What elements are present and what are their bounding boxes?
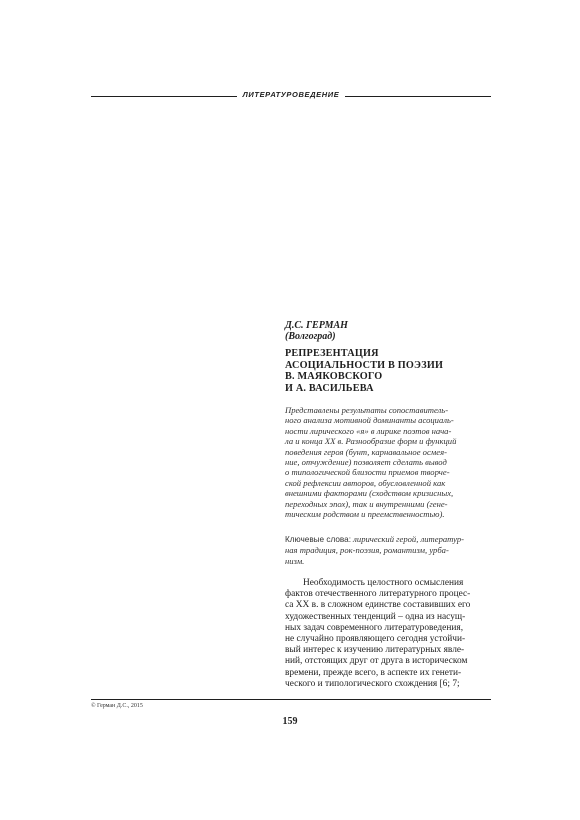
body-line: не случайно проявляющего сегодня устойчи-	[285, 634, 466, 645]
copyright-footnote: © Герман Д.С., 2015	[91, 703, 143, 709]
abstract-line: внешними факторами (сходством кризисных,	[285, 488, 454, 499]
abstract	[285, 405, 491, 519]
keywords	[285, 534, 491, 566]
body-line: фактов отечественного литературного процес-	[285, 589, 471, 600]
abstract-line: поведения героя (бунт, карнавальное осмея-	[285, 446, 447, 457]
footnote-rule	[91, 699, 491, 700]
body-line: вый интерес к изучению литературных явле-	[285, 645, 465, 656]
abstract-line: ла и конца XX в. Разнообразие форм и функций	[285, 436, 457, 447]
keywords-label: Ключевые слова:	[285, 535, 351, 544]
body-text	[285, 578, 491, 690]
body-line: ных задач современного литературоведения,	[285, 622, 464, 633]
keywords-line	[285, 534, 491, 545]
title-line: РЕПРЕЗЕНТАЦИЯ	[285, 348, 379, 359]
abstract-line: о типологической близости приемов творче-	[285, 467, 450, 478]
body-line: времени, прежде всего, в аспекте их генети-	[285, 667, 462, 678]
section-label: ЛИТЕРАТУРОВЕДЕНИЕ	[242, 90, 340, 99]
body-line: Необходимость целостного осмысления	[303, 578, 464, 588]
header-rule-left	[91, 96, 237, 97]
title-line: И А. ВАСИЛЬЕВА	[285, 382, 374, 394]
abstract-line: тическим родством и преемственностью).	[285, 509, 445, 520]
title-line: В. МАЯКОВСКОГО	[285, 371, 383, 382]
keywords-text: лирический герой, литератур-	[351, 534, 465, 544]
author-city: (Волгоград)	[285, 331, 336, 342]
keywords-line: ная традиция, рок-поэзия, романтизм, урба-	[285, 545, 449, 556]
abstract-line: ние, отчуждение) позволяет сделать вывод	[285, 457, 447, 468]
author-name: Д.С. ГЕРМАН	[285, 320, 348, 331]
title-line: АСОЦИАЛЬНОСТИ В ПОЭЗИИ	[285, 359, 444, 371]
author-block	[285, 320, 491, 342]
abstract-line: Представлены результаты сопоставитель-	[285, 405, 449, 415]
body-line: ний, отстоящих друг от друга в историческом	[285, 656, 468, 667]
abstract-line: ности лирического «я» в лирике поэтов нача-	[285, 425, 452, 436]
page-number: 159	[282, 716, 298, 727]
body-line: са XX в. в сложном единстве составивших его	[285, 600, 471, 611]
abstract-line: ного анализа мотивной доминанты асоциаль-	[285, 415, 454, 426]
keywords-line: низм.	[285, 555, 305, 566]
body-line: художественных тенденций – одна из насущ-	[285, 611, 466, 622]
article-title	[285, 348, 491, 394]
header-rule-right	[345, 96, 491, 97]
abstract-line: ской рефлексии авторов, обусловленной как	[285, 477, 446, 488]
body-line: ческого и типологического схождения [6; 7;	[285, 678, 460, 689]
abstract-line: переходных эпох), так и внутренними (гене-	[285, 498, 448, 509]
